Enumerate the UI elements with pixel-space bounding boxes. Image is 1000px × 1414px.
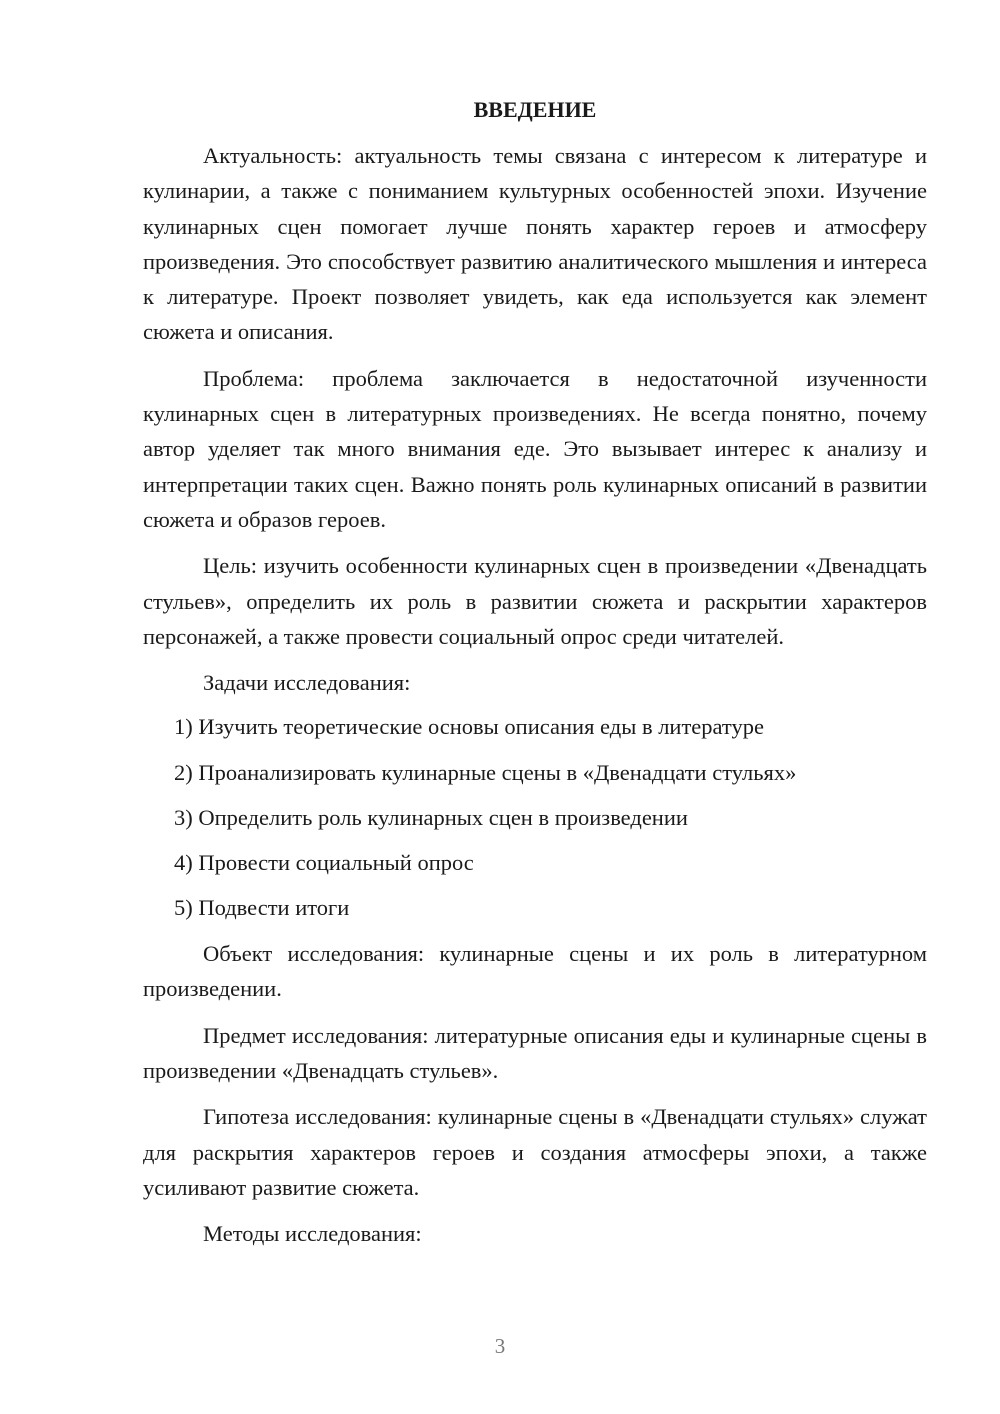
paragraph-goal: Цель: изучить особенности кулинарных сцен в произведении «Двенадцать стульев», определить их роль в развитии сюжета и раскрытии характеров персонажей, а также провести социальный опрос среди читателей. — [143, 553, 927, 649]
paragraph-problem: Проблема: проблема заключается в недостаточной изученности кулинарных сцен в литературных произведениях. Не всегда понятно, почему автор уделяет так много внимания еде. Это вызывает интерес к анализу и интерпретации таких сцен. Важно понять роль кулинарных описаний в развитии сюжета и образов героев. — [143, 365, 927, 532]
task-item: 4) Провести социальный опрос — [174, 849, 474, 875]
page-content — [143, 95, 927, 1252]
page-number: 3 — [494, 1334, 506, 1358]
tasks-list — [143, 709, 927, 925]
task-item: 5) Подвести итоги — [174, 894, 350, 920]
paragraph-subject: Предмет исследования: литературные описания еды и кулинарные сцены в произведении «Двенадцать стульев». — [143, 1022, 927, 1084]
paragraph-object: Объект исследования: кулинарные сцены и их роль в литературном произведении. — [143, 941, 927, 1002]
paragraph-hypothesis: Гипотеза исследования: кулинарные сцены в «Двенадцати стульях» служат для раскрытия характеров героев и создания атмосферы эпохи, а также усиливают развитие сюжета. — [143, 1104, 927, 1200]
tasks-title: Задачи исследования: — [203, 670, 411, 696]
page-heading: ВВЕДЕНИЕ — [473, 97, 597, 122]
methods-title: Методы исследования: — [203, 1221, 422, 1247]
paragraph-relevance: Актуальность: актуальность темы связана с интересом к литературе и кулинарии, а также с пониманием культурных особенностей эпохи. Изучение кулинарных сцен помогает лучше понять характер героев и атмосферу произведения. Это способствует развитию аналитического мышления и интереса к литературе. Проект позволяет увидеть, как еда используется как элемент сюжета и описания. — [143, 143, 927, 345]
task-item: 1) Изучить теоретические основы описания еды в литературе — [174, 714, 764, 740]
task-item: 3) Определить роль кулинарных сцен в произведении — [174, 804, 688, 830]
task-item: 2) Проанализировать кулинарные сцены в «Двенадцати стульях» — [174, 759, 797, 785]
